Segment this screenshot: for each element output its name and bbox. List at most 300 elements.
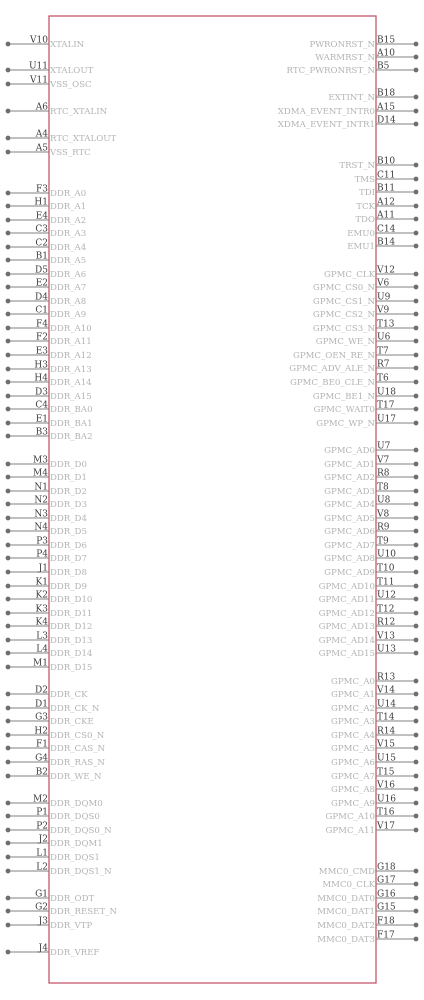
pin-number: D14 (377, 115, 396, 126)
pin-end-dot (6, 231, 11, 236)
pin-number: T16 (377, 807, 395, 818)
pin-name: DDR_DQS1 (50, 853, 100, 863)
pin-number: U12 (377, 590, 397, 601)
pin-number: L3 (36, 631, 48, 642)
pin-name: GPMC_A10 (325, 812, 375, 822)
pin-name: EMU0 (347, 229, 375, 239)
pin-end-dot (6, 651, 11, 656)
pin-number: H4 (34, 373, 48, 384)
pin-end-dot (6, 258, 11, 263)
pin-name: DDR_BA0 (50, 405, 93, 415)
pin-name: DDR_A8 (50, 297, 87, 307)
pin-name: DDR_D5 (50, 527, 87, 537)
pin-end-dot (6, 82, 11, 87)
pin-end-dot (414, 421, 419, 426)
pin-end-dot (6, 68, 11, 73)
pin-end-dot (6, 475, 11, 480)
pin-end-dot (6, 760, 11, 765)
pin-number: B15 (377, 35, 396, 46)
pin-end-dot (414, 366, 419, 371)
pin-name: DDR_DQS1_N (50, 867, 112, 877)
pin-end-dot (6, 543, 11, 548)
pin-name: DDR_D10 (50, 595, 93, 605)
pin-number: L2 (36, 862, 48, 873)
pin-end-dot (414, 597, 419, 602)
pin-end-dot (414, 896, 419, 901)
pin-name: DDR_BA1 (50, 419, 93, 429)
pin-end-dot (6, 299, 11, 304)
pin-name: GPMC_CS1_N (312, 297, 375, 307)
pin-name: DDR_A0 (50, 189, 87, 199)
pin-number: U17 (377, 414, 397, 425)
pin-end-dot (6, 638, 11, 643)
pin-end-dot (414, 109, 419, 114)
pin-number: U6 (377, 332, 391, 343)
pin-name: DDR_D12 (50, 622, 93, 632)
pin-number: G4 (35, 753, 48, 764)
pin-end-dot (6, 733, 11, 738)
pin-number: J1 (38, 563, 48, 574)
pin-name: DDR_DQS0_N (50, 826, 112, 836)
pin-number: G16 (377, 889, 396, 900)
pin-name: TRST_N (339, 161, 375, 171)
pin-end-dot (414, 380, 419, 385)
pin-end-dot (414, 516, 419, 521)
pin-end-dot (414, 787, 419, 792)
pin-name: DDR_A5 (50, 256, 87, 266)
pin-end-dot (6, 692, 11, 697)
pin-name: DDR_D8 (50, 568, 87, 578)
pin-number: K1 (35, 577, 48, 588)
pin-number: D1 (35, 699, 48, 710)
pin-end-dot (414, 163, 419, 168)
pin-number: V7 (377, 455, 390, 466)
pin-name: GPMC_BE1_N (312, 392, 375, 402)
pin-end-dot (6, 204, 11, 209)
pin-name: DDR_A12 (50, 351, 92, 361)
pin-end-dot (414, 462, 419, 467)
pin-end-dot (414, 733, 419, 738)
pin-end-dot (6, 923, 11, 928)
pin-number: G15 (377, 902, 396, 913)
pin-number: F2 (36, 332, 48, 343)
pin-end-dot (6, 272, 11, 277)
pin-end-dot (6, 597, 11, 602)
pin-name: XTALIN (50, 40, 85, 50)
pin-end-dot (414, 190, 419, 195)
pin-number: V9 (377, 305, 390, 316)
pin-end-dot (414, 529, 419, 534)
pin-number: H2 (34, 726, 48, 737)
pin-end-dot (414, 774, 419, 779)
pin-end-dot (414, 122, 419, 127)
pin-end-dot (6, 909, 11, 914)
pin-end-dot (414, 760, 419, 765)
pin-number: R13 (377, 672, 396, 683)
pin-name: GPMC_A11 (325, 826, 375, 836)
pin-name: DDR_D0 (50, 460, 87, 470)
pin-end-dot (414, 570, 419, 575)
pin-end-dot (6, 150, 11, 155)
pin-number: D3 (35, 387, 48, 398)
pin-number: U8 (377, 495, 391, 506)
pin-name: DDR_VTP (50, 921, 93, 931)
pin-end-dot (414, 909, 419, 914)
pin-name: GPMC_A9 (331, 799, 375, 809)
pin-name: TDI (358, 188, 375, 198)
pin-name: DDR_RESET_N (50, 907, 118, 917)
pin-end-dot (414, 584, 419, 589)
pin-number: K2 (35, 590, 48, 601)
pin-end-dot (6, 746, 11, 751)
pin-number: M1 (33, 658, 48, 669)
pin-name: VSS_OSC (50, 80, 92, 90)
pin-number: R14 (377, 726, 396, 737)
pin-name: GPMC_AD11 (318, 595, 375, 605)
pin-name: DDR_A3 (50, 229, 87, 239)
pin-name: DDR_CAS_N (50, 744, 106, 754)
pin-number: U11 (28, 61, 48, 72)
pin-number: J4 (38, 943, 48, 954)
pin-number: E4 (35, 211, 48, 222)
pin-end-dot (414, 42, 419, 47)
pin-name: DDR_D1 (50, 473, 87, 483)
pin-number: T10 (377, 563, 395, 574)
pin-end-dot (6, 245, 11, 250)
pin-name: DDR_A14 (50, 378, 92, 388)
pin-name: TCK (356, 202, 375, 212)
pin-end-dot (414, 489, 419, 494)
pin-number: U10 (377, 549, 397, 560)
pin-end-dot (414, 801, 419, 806)
pin-name: DDR_DQM0 (50, 799, 103, 809)
pin-name: GPMC_OEN_RE_N (292, 351, 375, 361)
pin-end-dot (414, 299, 419, 304)
pin-end-dot (414, 502, 419, 507)
pin-end-dot (414, 326, 419, 331)
pin-number: A12 (377, 197, 395, 208)
pin-name: VSS_RTC (50, 148, 91, 158)
pin-name: DDR_VREF (50, 948, 100, 958)
pin-name: GPMC_A8 (331, 785, 375, 795)
pin-number: L1 (36, 848, 48, 859)
pin-name: GPMC_AD2 (324, 473, 375, 483)
pin-end-dot (414, 448, 419, 453)
pin-name: GPMC_AD3 (324, 487, 375, 497)
pin-end-dot (414, 882, 419, 887)
pin-number: C1 (35, 305, 48, 316)
pin-number: E2 (35, 278, 48, 289)
pin-name: GPMC_AD7 (324, 541, 375, 551)
pin-end-dot (414, 394, 419, 399)
pin-number: P3 (36, 536, 48, 547)
pin-name: GPMC_AD12 (318, 609, 375, 619)
pin-end-dot (6, 462, 11, 467)
pin-number: B1 (35, 251, 48, 262)
pin-end-dot (6, 502, 11, 507)
pin-name: GPMC_CS0_N (312, 283, 375, 293)
pin-end-dot (6, 516, 11, 521)
pin-end-dot (414, 624, 419, 629)
pin-number: T12 (377, 604, 395, 615)
pin-end-dot (6, 814, 11, 819)
pin-name: XDMA_EVENT_INTR1 (277, 120, 375, 130)
pin-end-dot (414, 177, 419, 182)
pin-number: V10 (30, 35, 48, 46)
pin-end-dot (6, 869, 11, 874)
pin-name: GPMC_AD14 (318, 636, 375, 646)
pin-number: V17 (377, 821, 395, 832)
pin-name: GPMC_A5 (331, 744, 375, 754)
pin-end-dot (414, 244, 419, 249)
pin-number: U18 (377, 387, 397, 398)
pin-number: H1 (34, 197, 48, 208)
pin-number: U7 (377, 441, 391, 452)
pin-name: RTC_XTALOUT (50, 134, 117, 144)
pin-number: F3 (36, 184, 48, 195)
pin-number: V15 (377, 739, 395, 750)
pin-number: A6 (35, 102, 48, 113)
pin-end-dot (6, 801, 11, 806)
pin-name: DDR_CK (50, 690, 88, 700)
pin-name: GPMC_A2 (331, 704, 375, 714)
pin-number: U16 (377, 794, 397, 805)
pin-name: DDR_BA2 (50, 432, 93, 442)
pin-number: N3 (34, 509, 48, 520)
pin-end-dot (414, 543, 419, 548)
pin-number: T14 (377, 712, 395, 723)
pin-name: GPMC_AD0 (324, 446, 375, 456)
pin-number: V12 (377, 265, 395, 276)
pin-number: R12 (377, 617, 396, 628)
pin-end-dot (6, 665, 11, 670)
pin-name: GPMC_AD13 (318, 622, 375, 632)
pin-end-dot (6, 367, 11, 372)
pin-end-dot (6, 570, 11, 575)
pin-name: DDR_D3 (50, 500, 87, 510)
pin-name: DDR_A7 (50, 283, 87, 293)
pin-end-dot (414, 556, 419, 561)
pin-end-dot (414, 407, 419, 412)
pin-end-dot (6, 339, 11, 344)
pin-name: GPMC_A3 (331, 717, 375, 727)
pin-number: D5 (35, 265, 48, 276)
pin-number: M2 (33, 794, 48, 805)
pin-name: DDR_D6 (50, 541, 87, 551)
pin-name: XDMA_EVENT_INTR0 (277, 107, 375, 117)
pin-number: U14 (377, 699, 397, 710)
pin-name: GPMC_WAIT0 (313, 405, 375, 415)
pin-name: DDR_D2 (50, 487, 87, 497)
pin-name: GPMC_A1 (331, 690, 375, 700)
pin-end-dot (414, 869, 419, 874)
pin-number: G2 (35, 902, 48, 913)
pin-number: B2 (35, 767, 48, 778)
pin-number: K3 (35, 604, 48, 615)
pin-number: T8 (377, 482, 389, 493)
pin-name: DDR_CKE (50, 717, 94, 727)
pin-number: T17 (377, 400, 395, 411)
pin-name: RTC_XTALIN (50, 107, 108, 117)
pin-end-dot (6, 407, 11, 412)
pin-number: F17 (377, 930, 395, 941)
pin-end-dot (414, 679, 419, 684)
pin-number: G1 (35, 889, 48, 900)
pin-name: GPMC_AD10 (318, 582, 375, 592)
pin-number: P4 (36, 549, 48, 560)
pin-name: DDR_D7 (50, 554, 87, 564)
pin-name: GPMC_AD6 (324, 527, 375, 537)
pin-name: DDR_WE_N (50, 772, 102, 782)
pin-number: E1 (35, 414, 48, 425)
pin-name: EMU1 (347, 242, 375, 252)
pin-end-dot (414, 719, 419, 724)
pin-number: H3 (34, 360, 48, 371)
pin-end-dot (6, 841, 11, 846)
pin-number: G17 (377, 875, 396, 886)
pin-number: V11 (30, 75, 48, 86)
pin-end-dot (414, 937, 419, 942)
pin-number: C3 (35, 224, 48, 235)
pin-number: L4 (36, 644, 48, 655)
pin-number: R8 (377, 468, 390, 479)
pin-name: GPMC_AD15 (318, 649, 375, 659)
pin-number: V14 (377, 685, 395, 696)
pin-number: A4 (35, 129, 48, 140)
pin-number: R7 (377, 359, 390, 370)
pin-end-dot (6, 42, 11, 47)
pin-number: N2 (34, 495, 48, 506)
pin-name: GPMC_A4 (331, 731, 375, 741)
pin-end-dot (6, 556, 11, 561)
pin-number: G3 (35, 712, 48, 723)
pin-number: D4 (35, 292, 48, 303)
pin-name: DDR_A15 (50, 392, 92, 402)
pin-number: T9 (377, 536, 389, 547)
pin-name: GPMC_AD4 (324, 500, 375, 510)
pin-end-dot (6, 353, 11, 358)
pin-end-dot (414, 272, 419, 277)
pin-name: DDR_A4 (50, 243, 87, 253)
pin-end-dot (6, 434, 11, 439)
pin-number: T13 (377, 319, 395, 330)
pin-end-dot (414, 651, 419, 656)
pin-name: TDO (355, 215, 375, 225)
pin-number: V8 (377, 509, 390, 520)
pin-name: DDR_D15 (50, 663, 93, 673)
pin-end-dot (6, 394, 11, 399)
pin-end-dot (414, 231, 419, 236)
pin-name: GPMC_A7 (331, 772, 375, 782)
pin-number: C11 (377, 170, 396, 181)
pin-end-dot (414, 55, 419, 60)
pin-name: MMC0_CLK (322, 880, 375, 890)
pin-end-dot (414, 706, 419, 711)
pin-number: P1 (36, 807, 48, 818)
pin-number: U15 (377, 753, 397, 764)
pin-end-dot (414, 692, 419, 697)
pin-end-dot (414, 814, 419, 819)
pin-number: A11 (377, 210, 395, 221)
pin-name: MMC0_DAT3 (317, 935, 375, 945)
pin-number: E3 (35, 346, 48, 357)
pin-number: A10 (377, 48, 395, 59)
pin-number: A5 (35, 143, 48, 154)
pin-number: C14 (377, 224, 396, 235)
pin-number: T11 (377, 577, 395, 588)
pin-name: DDR_D9 (50, 582, 87, 592)
pin-end-dot (6, 218, 11, 223)
pin-end-dot (6, 380, 11, 385)
pin-name: GPMC_AD9 (324, 568, 375, 578)
pin-name: MMC0_DAT1 (317, 907, 375, 917)
pin-number: T6 (377, 373, 389, 384)
pin-name: TMS (354, 175, 375, 185)
pin-end-dot (414, 475, 419, 480)
pin-name: DDR_A10 (50, 324, 92, 334)
pin-name: GPMC_CLK (323, 270, 375, 280)
pin-name: DDR_A11 (50, 337, 92, 347)
pin-name: XTALOUT (50, 66, 94, 76)
pin-name: DDR_CK_N (50, 704, 100, 714)
pin-end-dot (6, 136, 11, 141)
pin-end-dot (6, 896, 11, 901)
pin-end-dot (414, 68, 419, 73)
pin-number: U13 (377, 644, 397, 655)
pin-number: B11 (377, 183, 396, 194)
pin-end-dot (414, 95, 419, 100)
pin-number: C4 (35, 400, 48, 411)
pin-number: P2 (36, 821, 48, 832)
pin-number: M4 (33, 468, 48, 479)
pin-number: K4 (35, 617, 48, 628)
pin-name: GPMC_WE_N (315, 337, 375, 347)
pin-end-dot (6, 706, 11, 711)
pin-end-dot (414, 353, 419, 358)
pin-end-dot (6, 326, 11, 331)
pin-number: T15 (377, 767, 395, 778)
pin-name: EXTINT_N (328, 93, 375, 103)
pin-end-dot (6, 611, 11, 616)
pin-end-dot (6, 312, 11, 317)
pin-name: DDR_DQM1 (50, 839, 103, 849)
pin-name: GPMC_A0 (331, 677, 375, 687)
pin-name: GPMC_AD8 (324, 554, 375, 564)
pin-name: DDR_DQS0 (50, 812, 100, 822)
pin-end-dot (6, 421, 11, 426)
pin-end-dot (414, 611, 419, 616)
pin-end-dot (414, 339, 419, 344)
pin-end-dot (6, 489, 11, 494)
pin-end-dot (6, 191, 11, 196)
pin-end-dot (6, 109, 11, 114)
pin-number: B18 (377, 88, 396, 99)
pin-number: N1 (34, 482, 48, 493)
pin-name: MMC0_DAT0 (317, 894, 375, 904)
pin-number: D2 (35, 685, 48, 696)
pin-name: GPMC_AD5 (324, 514, 375, 524)
pin-name: MMC0_DAT2 (317, 921, 375, 931)
pin-name: PWRONRST_N (309, 40, 375, 50)
pin-end-dot (6, 828, 11, 833)
pin-end-dot (414, 285, 419, 290)
pin-number: N4 (34, 522, 48, 533)
pin-name: GPMC_A6 (331, 758, 375, 768)
pin-name: DDR_A13 (50, 365, 92, 375)
pin-end-dot (414, 923, 419, 928)
pin-number: B14 (377, 237, 396, 248)
pin-number: F4 (36, 319, 48, 330)
